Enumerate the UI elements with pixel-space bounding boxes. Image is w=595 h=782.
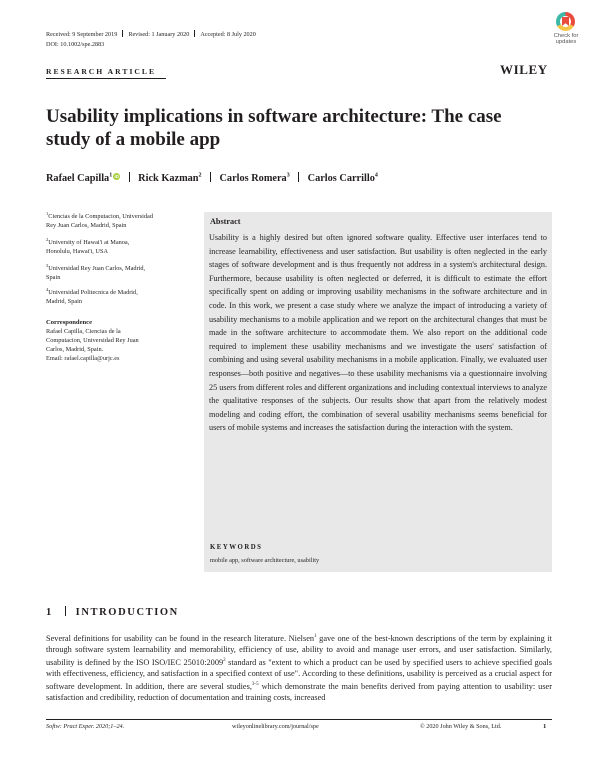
affiliation: $^2$University of Hawai'i at Manoa, Honolulu, Hawai'i, USA [46,237,130,255]
affiliation: $^4$Universidad Politecnica de Madrid, Madrid, Spain [46,287,138,305]
section-separator [65,606,66,616]
author-separator [129,172,130,182]
divider [194,30,195,37]
orcid-icon[interactable]: iD [114,174,119,179]
correspondence-email[interactable]: Email: rafael.capilla@urjc.es [46,355,120,362]
author-list [46,172,378,184]
introduction-paragraph: Several definitions for usability can be found in the research literature. Nielsen$^1$ gave one of the best-known descriptions of the term by explaining it through software system learnability and memorability, efficiency of use, ability to avoid and manage user errors, and user satisfaction. Similarly, usability is defined by the ISO ISO/IEC 25010:2009$^2$ standard as "extent to which a product can be used by specified users to achieve specified goals with effectiveness, efficiency, and satisfaction in a specified context of use". According to these definitions, usability is perceived as a crucial aspect for software development. In addition, there are several studies,$^{3-5}$ which demonstrate the main benefits derived from paying attention to usability: user satisfaction and credibility, reduction of documentation and training costs, increased [46,633,553,703]
article-type: RESEARCH ARTICLE [46,67,157,76]
section-title: INTRODUCTION [75,607,179,618]
accepted-date: Accepted: 8 July 2020 [200,31,256,38]
author-name[interactable]: Carlos Carrillo [307,173,375,184]
author-name[interactable]: Rafael Capilla [46,173,110,184]
publisher-logo[interactable]: WILEY [500,62,548,77]
section-number: 1 [46,607,53,618]
abstract-text: Usability is a highly desired but often ignored software quality. Effective user interfaces tend to increase learnability, effectiveness and user satisfaction. But usability is often neglected in the early stages of software development and is thus frequently not address in a system's architectural design. Furthermore, because usability is often neglected or deferred, it is difficult to estimate the effort specifically spent on adding or improving usability mechanisms in the software architecture and in code. In this work, we present a case study where we analyze the impact of introducing a variety of usability mechanisms to a mobile application and we report on the architectural changes that must be made in the software architecture to accommodate them. We also report on the additional code required to implement these usability mechanisms and we investigate the users' satisfaction of combining and using several usability mechanisms in a mobile application. Finally, we evaluated user responses—both positive and negatives—to these usability mechanisms via a questionnaire involving 25 users from different roles and different organizations and including contextual interviews to analyze the qualitative responses of the subjects. Our results show that apart from the relatively modest modeling and coding effort, the combination of several usability mechanisms seems beneficial for users of mobile systems and increases the satisfaction during the interaction with the system. [209,233,547,433]
journal-citation: Softw: Pract Exper. 2020;1–24. [46,723,125,730]
author-affiliation-marker: 4 [374,172,378,179]
correspondence-line: Computacion, Universidad Rey Juan [46,337,139,344]
page-number: 1 [543,723,547,730]
doi[interactable]: DOI: 10.1002/spe.2883 [46,41,105,48]
affiliation: $^1$Ciencias de la Computacion, Universidad Rey Juan Carlos, Madrid, Spain [46,211,153,229]
received-date: Received: 9 September 2019 [46,31,118,38]
author-name[interactable]: Rick Kazman [138,173,199,184]
journal-url[interactable]: wileyonlinelibrary.com/journal/spe [232,723,319,730]
author-affiliation-marker: 2 [198,172,202,179]
affiliation: $^3$Universidad Rey Juan Carlos, Madrid, Spain [46,263,146,281]
author-separator [298,172,299,182]
citation[interactable]: 1 [314,634,317,639]
correspondence-heading: Correspondence [46,319,93,326]
check-for-updates-badge[interactable] [548,12,584,52]
article-type-rule [46,78,166,79]
keywords-heading: KEYWORDS [210,544,263,551]
author-separator [210,172,211,182]
author-affiliation-marker: 3 [286,172,290,179]
copyright: © 2020 John Wiley & Sons, Ltd. [420,723,502,730]
section-heading [46,606,179,618]
revised-date: Revised: 1 January 2020 [128,31,190,38]
badge-label-1: Check for [553,33,579,39]
article-dates [46,30,256,38]
citation[interactable]: 2 [223,658,226,664]
badge-label-2: updates [555,39,577,46]
divider [122,30,123,37]
footer-rule [46,719,552,720]
correspondence-line: Rafael Capilla, Ciencias de la [46,328,121,335]
author-name[interactable]: Carlos Romera [219,173,287,184]
author-affiliation-marker: 1 [109,172,113,179]
correspondence-line: Carlos, Madrid, Spain. [46,346,104,353]
keywords-list: mobile app, software architecture, usability [210,557,320,564]
citation[interactable]: 3-5 [251,682,259,688]
abstract-heading: Abstract [210,217,241,226]
paper-title: Usability implications in software architecture: The case study of a mobile app [46,106,502,150]
